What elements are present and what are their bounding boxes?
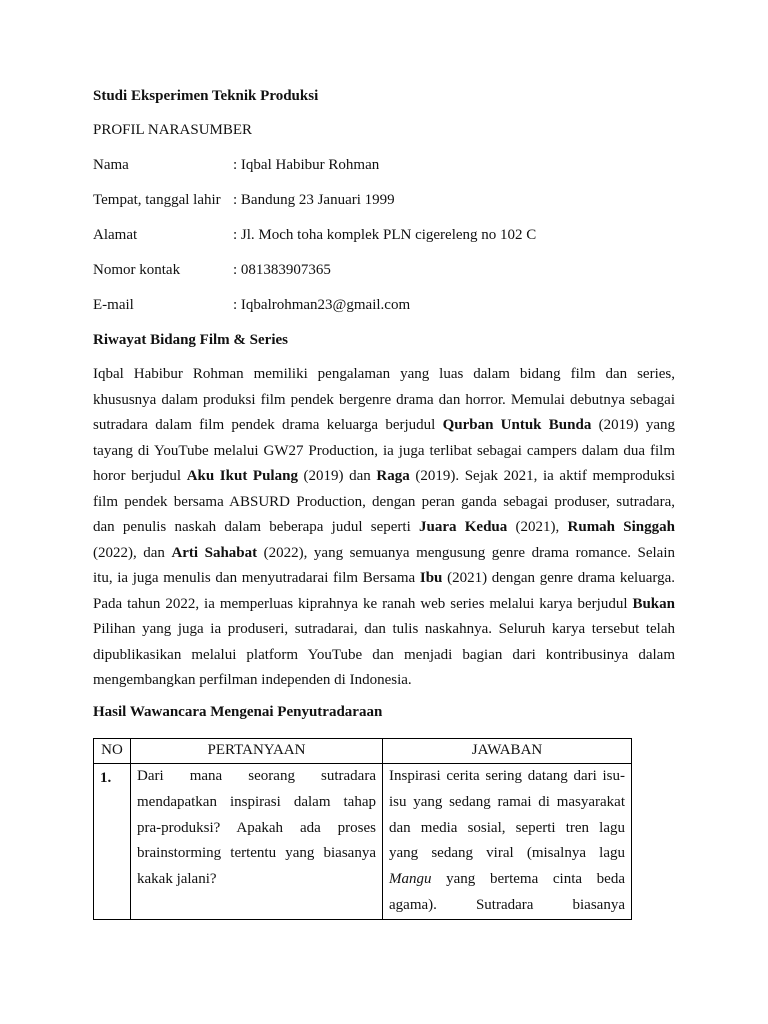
film-title: Ibu [419,570,443,586]
line-text: film pendek bersama ABSURD Production, dengan peran ganda sebagai produser, sutradara, [93,493,675,510]
paragraph-line [93,464,675,490]
paragraph-line [93,388,675,414]
line-text: (2021), [507,519,568,535]
line-text: sutradara dalam film pendek drama keluarga berjudul [93,417,443,433]
table-row [94,764,632,920]
line-text: Pada tahun 2022, ia memperluas kiprahnya ke ranah web series melalui karya berjudul [93,595,633,612]
film-title: Raga [376,468,410,484]
line-text: Inspirasi cerita sering datang dari isu- [389,768,625,784]
film-title: Arti Sahabat [171,544,258,561]
question-cell [131,764,383,920]
profile-row-contact [93,262,331,279]
answer-line [383,764,631,790]
profile-label: Nama [93,157,129,173]
document-title: Studi Eksperimen Teknik Produksi [93,88,319,104]
column-header-question: PERTANYAAN [131,739,383,764]
line-text: dipublikasikan melalui platform YouTube dan menjadi bagian dari kontribusinya dalam [93,646,675,663]
paragraph-line [93,490,675,516]
history-heading: Riwayat Bidang Film & Series [93,332,288,348]
paragraph-line [93,566,675,592]
row-number: 1. [94,764,131,920]
profile-label: Nomor kontak [93,262,181,278]
line-text: horor berjudul [93,468,187,484]
film-title: Bukan [632,595,675,612]
profile-value: : Bandung 23 Januari 1999 [233,192,395,208]
line-text: agama). Sutradara biasanya [389,896,625,913]
answer-line [383,790,631,816]
line-text: itu, ia juga menulis dan menyutradarai film Bersama [93,570,420,586]
paragraph-line [93,362,675,388]
film-title: Qurban Untuk Bunda [442,417,592,433]
table-header-row [94,739,632,764]
question-line: mendapatkan inspirasi dalam tahap [137,793,376,810]
profile-row-email [93,297,410,314]
answer-line [383,841,631,867]
profile-row-name [93,157,379,174]
profile-value: : Iqbal Habibur Rohman [233,157,380,173]
history-paragraph [93,362,675,694]
profile-value: : Jl. Moch toha komplek PLN cigereleng no 102 C [233,227,537,243]
profile-row-address [93,227,536,244]
column-header-answer: JAWABAN [383,739,632,764]
profile-label: E-mail [93,297,134,313]
profile-value: : Iqbalrohman23@gmail.com [233,297,411,313]
answer-line [383,867,631,893]
question-line: pra-produksi? Apakah ada proses [137,819,376,836]
line-text: (2019) yang [591,417,675,433]
paragraph-line [93,668,675,694]
paragraph-line [93,515,675,541]
line-text: khususnya dalam produksi film pendek bergenre drama dan horror. Memulai debutnya sebagai [93,391,675,408]
line-text: dan media sosial, seperti tren lagu [389,819,625,836]
line-text: (2019). Sejak 2021, ia aktif memproduksi [409,468,675,484]
profile-label: Tempat, tanggal lahir [93,192,221,208]
line-text: yang bertema cinta beda [431,871,625,888]
paragraph-line [93,592,675,618]
song-title: Mangu [389,871,432,888]
paragraph-line [93,439,675,465]
paragraph-line [93,541,675,567]
paragraph-line [93,413,675,439]
line-text: tayang di YouTube melalui GW27 Production, ia juga terlibat sebagai campers dalam dua film [93,442,675,459]
line-text: mengembangkan perfilman independen di Indonesia. [93,672,412,688]
line-text: (2022), yang semuanya mengusung genre drama romance. Selain [257,544,675,561]
line-text: dan penulis naskah dalam beberapa judul seperti [93,519,419,535]
interview-heading: Hasil Wawancara Mengenai Penyutradaraan [93,704,383,720]
answer-cell [383,764,632,920]
line-text: Pilihan yang juga ia produseri, sutradarai, dan tulis naskahnya. Seluruh karya tersebut telah [93,621,675,637]
line-text: yang sedang viral (misalnya lagu [389,845,625,862]
question-line: brainstorming tertentu yang biasanya [137,845,376,862]
line-text: (2019) dan [297,468,377,484]
answer-line [383,893,631,919]
interview-table [93,738,632,920]
answer-line [383,816,631,842]
profile-heading: PROFIL NARASUMBER [93,122,253,138]
line-text: (2021) dengan genre drama keluarga. [442,570,675,586]
paragraph-line [93,617,675,643]
paragraph-line [93,643,675,669]
line-text: (2022), dan [93,544,172,561]
film-title: Aku Ikut Pulang [186,468,298,484]
line-text: isu yang sedang ramai di masyarakat [389,793,625,810]
profile-value: : 081383907365 [233,262,331,278]
profile-label: Alamat [93,227,138,243]
question-line: kakak jalani? [137,871,217,888]
profile-row-birth [93,192,395,209]
film-title: Rumah Singgah [567,519,675,535]
question-line: Dari mana seorang sutradara [137,768,376,784]
film-title: Juara Kedua [419,519,508,535]
column-header-no: NO [94,739,131,764]
line-text: Iqbal Habibur Rohman memiliki pengalaman yang luas dalam bidang film dan series, [93,366,675,382]
